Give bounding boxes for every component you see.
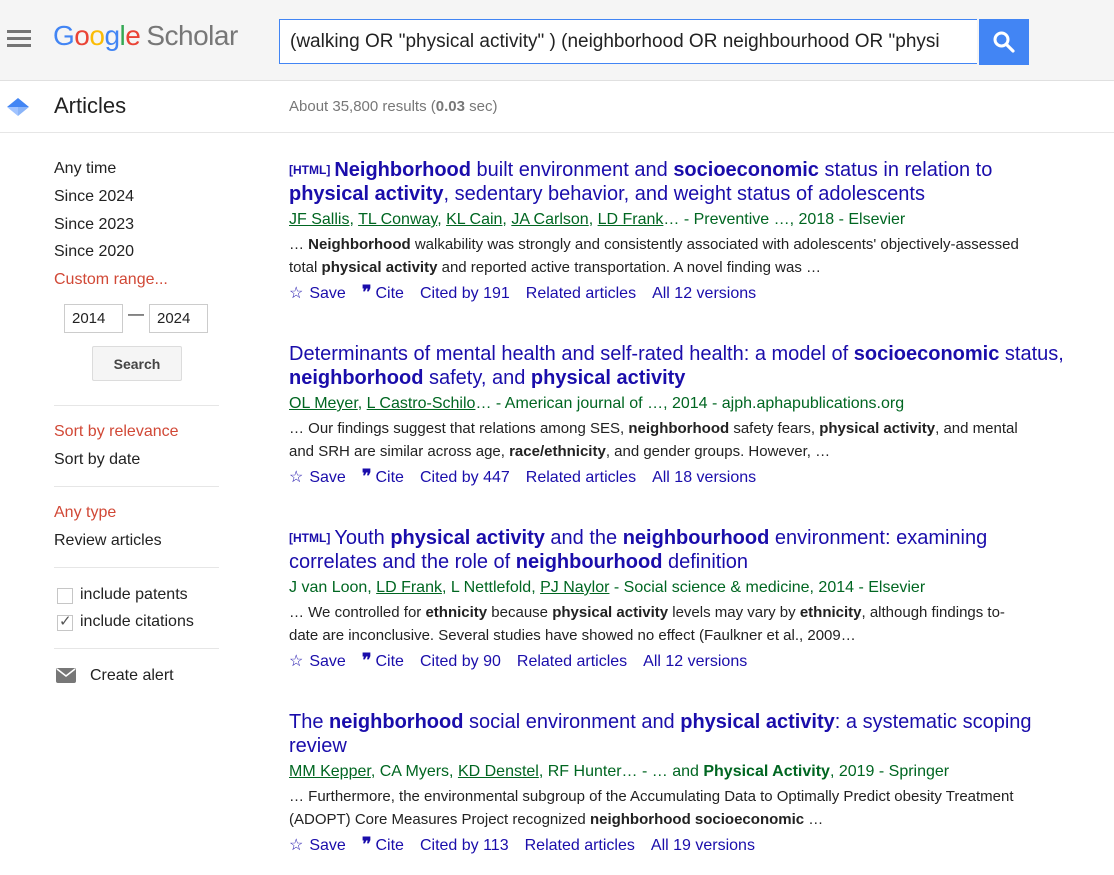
author-text: - Social science & medicine, 2014 - Elsevier: [609, 579, 926, 596]
related-articles-link[interactable]: Related articles: [516, 653, 628, 670]
venue-highlight: Physical Activity: [703, 763, 830, 780]
related-articles-link[interactable]: Related articles: [524, 837, 635, 854]
cited-by-link[interactable]: Cited by 113: [419, 837, 509, 854]
snippet-segment: … Our findings suggest that relations among SES,: [289, 420, 629, 437]
results-time: 0.03: [435, 98, 465, 115]
author-text: ,: [349, 211, 359, 228]
envelope-icon[interactable]: [56, 668, 76, 683]
title-segment: neighbourhood: [622, 527, 770, 549]
author-link[interactable]: KL Cain: [446, 211, 503, 228]
author-text: ,: [357, 395, 367, 412]
author-link[interactable]: TL Conway: [358, 211, 438, 228]
results-prefix: About 35,800 results (: [289, 98, 436, 115]
snippet-segment: because: [487, 604, 553, 621]
author-link[interactable]: KD Denstel: [457, 763, 539, 780]
save-label: Save: [309, 285, 346, 302]
title-segment: physical activity: [390, 527, 545, 549]
save-button[interactable]: [289, 835, 346, 855]
save-button[interactable]: [289, 283, 346, 303]
include-patents-checkbox[interactable]: [57, 588, 73, 604]
snippet-segment: , although findings to-date are inconclusive. Several studies have showed no effect (Faulkner et al., 2009…: [289, 604, 1005, 644]
title-segment: status in relation to: [818, 159, 993, 181]
author-text: ,: [437, 211, 447, 228]
title-segment: environment: examining correlates and the role of: [289, 527, 988, 573]
result-authors: [289, 210, 1069, 230]
title-segment: physical activity: [289, 183, 444, 205]
snippet-segment: , and gender groups. However, …: [605, 443, 831, 460]
snippet-segment: ethnicity: [799, 604, 862, 621]
all-versions-link[interactable]: All 19 versions: [650, 837, 755, 854]
result-snippet: [289, 417, 1029, 463]
author-text: J van Loon,: [289, 579, 377, 596]
create-alert-link[interactable]: Create alert: [90, 667, 174, 684]
snippet-segment: physical activity: [552, 604, 669, 621]
related-articles-link[interactable]: Related articles: [525, 285, 637, 302]
author-link[interactable]: PJ Naylor: [540, 579, 610, 596]
all-versions-link[interactable]: All 12 versions: [652, 285, 757, 302]
result-title-link[interactable]: [289, 158, 1069, 206]
snippet-segment: …: [804, 811, 824, 828]
quote-icon: ❞: [361, 650, 370, 670]
result-snippet: [289, 785, 1029, 831]
results-count: [289, 98, 497, 115]
sort-by-relevance[interactable]: Sort by relevance: [54, 423, 179, 440]
logo-letter: o: [74, 20, 90, 51]
author-link[interactable]: LD Frank: [376, 579, 442, 596]
title-segment: physical activity: [680, 711, 835, 733]
filter-custom-range[interactable]: Custom range...: [54, 271, 168, 288]
author-text: ,: [588, 211, 598, 228]
range-search-button[interactable]: Search: [92, 346, 182, 381]
title-segment: The: [289, 711, 330, 733]
result-authors: [289, 394, 1069, 414]
include-citations-checkbox[interactable]: [57, 615, 73, 631]
author-text: ,: [502, 211, 512, 228]
cite-button[interactable]: [362, 282, 404, 303]
articles-icon: [6, 95, 30, 119]
cited-by-link[interactable]: Cited by 191: [419, 285, 510, 302]
star-icon: ☆: [289, 285, 304, 302]
title-segment: built environment and: [470, 159, 674, 181]
cite-label: Cite: [375, 653, 404, 670]
author-link[interactable]: OL Meyer: [289, 395, 358, 412]
logo-letter: e: [125, 20, 141, 51]
include-citations-label[interactable]: include citations: [80, 613, 194, 630]
title-segment: Determinants of mental health and self-rated health: a model of: [289, 343, 854, 365]
author-text: … - American journal of …, 2014 - ajph.aphapublications.org: [475, 395, 905, 412]
logo-letter: G: [53, 20, 75, 51]
result-actions: [289, 466, 1069, 487]
author-text: … - Preventive …, 2018 - Elsevier: [663, 211, 906, 228]
divider: [54, 648, 219, 649]
author-link[interactable]: L Castro-Schilo: [366, 395, 476, 412]
author-link[interactable]: JA Carlson: [511, 211, 589, 228]
author-text: , 2019 - Springer: [829, 763, 950, 780]
result-authors: [289, 578, 1069, 598]
result-title-link[interactable]: [289, 342, 1069, 390]
cite-label: Cite: [375, 837, 404, 854]
year-to-input[interactable]: [149, 304, 208, 333]
snippet-segment: physical activity: [321, 259, 438, 276]
result-actions: [289, 834, 1069, 855]
filter-any-type[interactable]: Any type: [54, 504, 117, 521]
snippet-segment: ethnicity: [425, 604, 488, 621]
snippet-segment: walkability was strongly and consistently associated with adolescents' objectively-assessed total: [289, 236, 1019, 276]
cite-button[interactable]: [362, 834, 404, 855]
title-segment: and the: [544, 527, 623, 549]
range-dash: —: [128, 306, 144, 323]
page-title: Articles: [54, 93, 127, 118]
snippet-segment: levels may vary by: [668, 604, 800, 621]
title-segment: socioeconomic: [853, 343, 1000, 365]
snippet-segment: race/ethnicity: [509, 443, 606, 460]
author-link[interactable]: JF Sallis: [289, 211, 350, 228]
filter-since-2020[interactable]: Since 2020: [54, 243, 135, 260]
save-button[interactable]: [289, 651, 346, 671]
title-segment: safety, and: [423, 367, 531, 389]
snippet-segment: , and mental and SRH are similar across age,: [289, 420, 1018, 460]
search-result: [289, 158, 1069, 303]
snippet-segment: and reported active transportation. A novel finding was …: [437, 259, 821, 276]
save-button[interactable]: [289, 467, 346, 487]
title-segment: Neighborhood: [334, 159, 471, 181]
related-articles-link[interactable]: Related articles: [525, 469, 637, 486]
html-format-tag[interactable]: [HTML]: [289, 531, 331, 545]
author-link[interactable]: LD Frank: [597, 211, 664, 228]
cite-button[interactable]: [362, 650, 404, 671]
title-segment: socioeconomic: [673, 159, 819, 181]
year-from-input[interactable]: [64, 304, 123, 333]
author-text: , RF Hunter… - … and: [538, 763, 704, 780]
filter-since-2023[interactable]: Since 2023: [54, 216, 135, 233]
title-segment: neighborhood: [329, 711, 464, 733]
search-icon: [992, 30, 1016, 54]
cite-label: Cite: [375, 469, 404, 486]
divider: [54, 567, 219, 568]
filter-since-2024[interactable]: Since 2024: [54, 188, 135, 205]
star-icon: ☆: [289, 469, 304, 486]
result-snippet: [289, 601, 1029, 647]
result-authors: [289, 762, 1069, 782]
html-format-tag[interactable]: [HTML]: [289, 163, 331, 177]
quote-icon: ❞: [361, 834, 370, 854]
star-icon: ☆: [289, 837, 304, 854]
snippet-segment: neighborhood socioeconomic: [589, 811, 805, 828]
all-versions-link[interactable]: All 12 versions: [643, 653, 748, 670]
snippet-segment: … We controlled for: [289, 604, 426, 621]
snippet-segment: physical activity: [819, 420, 936, 437]
save-label: Save: [309, 469, 346, 486]
title-segment: neighbourhood: [515, 551, 663, 573]
cite-button[interactable]: [362, 466, 404, 487]
save-label: Save: [309, 837, 346, 854]
quote-icon: ❞: [361, 282, 370, 302]
author-text: , CA Myers,: [370, 763, 458, 780]
sub-bar: [0, 81, 1114, 133]
result-snippet: [289, 233, 1029, 279]
title-segment: neighborhood: [289, 367, 424, 389]
google-scholar-logo[interactable]: [53, 20, 238, 52]
title-segment: social environment and: [463, 711, 681, 733]
filter-review-articles[interactable]: Review articles: [54, 532, 162, 549]
result-actions: [289, 282, 1069, 303]
search-result: [289, 526, 1069, 671]
snippet-segment: …: [289, 236, 309, 253]
snippet-segment: neighborhood: [628, 420, 730, 437]
cited-by-link[interactable]: Cited by 90: [419, 653, 501, 670]
search-result: [289, 342, 1069, 487]
all-versions-link[interactable]: All 18 versions: [652, 469, 757, 486]
snippet-segment: … Furthermore, the environmental subgroup of the Accumulating Data to Optimally Predict obesity Treatment (ADOPT) Core Measures Project recognized: [289, 788, 1014, 828]
checkmark-icon: ✓: [59, 613, 72, 630]
title-segment: : a systematic scoping review: [289, 711, 1032, 757]
title-segment: physical activity: [530, 367, 686, 389]
result-actions: [289, 650, 1069, 671]
author-text: , L Nettlefold,: [441, 579, 541, 596]
divider: [54, 405, 219, 406]
snippet-segment: Neighborhood: [308, 236, 411, 253]
snippet-segment: safety fears,: [729, 420, 820, 437]
title-segment: definition: [662, 551, 749, 573]
title-segment: Youth: [334, 527, 391, 549]
result-title-link[interactable]: [289, 526, 1069, 574]
search-box: [279, 19, 977, 64]
top-bar: [0, 0, 1114, 81]
filter-any-time[interactable]: Any time: [54, 160, 117, 177]
title-segment: , sedentary behavior, and weight status of adolescents: [443, 183, 925, 205]
divider: [54, 486, 219, 487]
star-icon: ☆: [289, 653, 304, 670]
title-segment: status,: [999, 343, 1064, 365]
sort-by-date[interactable]: Sort by date: [54, 451, 141, 468]
logo-letter: g: [104, 20, 120, 51]
search-result: [289, 710, 1069, 855]
search-button[interactable]: [979, 19, 1029, 65]
quote-icon: ❞: [361, 466, 370, 486]
cited-by-link[interactable]: Cited by 447: [419, 469, 510, 486]
logo-letter: l: [119, 20, 126, 51]
author-link[interactable]: MM Kepper: [289, 763, 371, 780]
cite-label: Cite: [375, 285, 404, 302]
save-label: Save: [309, 653, 346, 670]
logo-letter: o: [89, 20, 105, 51]
search-input[interactable]: [280, 20, 978, 63]
logo-scholar: Scholar: [146, 20, 238, 51]
results-suffix: sec): [464, 98, 498, 115]
include-patents-label[interactable]: include patents: [80, 586, 188, 603]
result-title-link[interactable]: [289, 710, 1069, 758]
hamburger-menu-icon[interactable]: [7, 30, 31, 48]
